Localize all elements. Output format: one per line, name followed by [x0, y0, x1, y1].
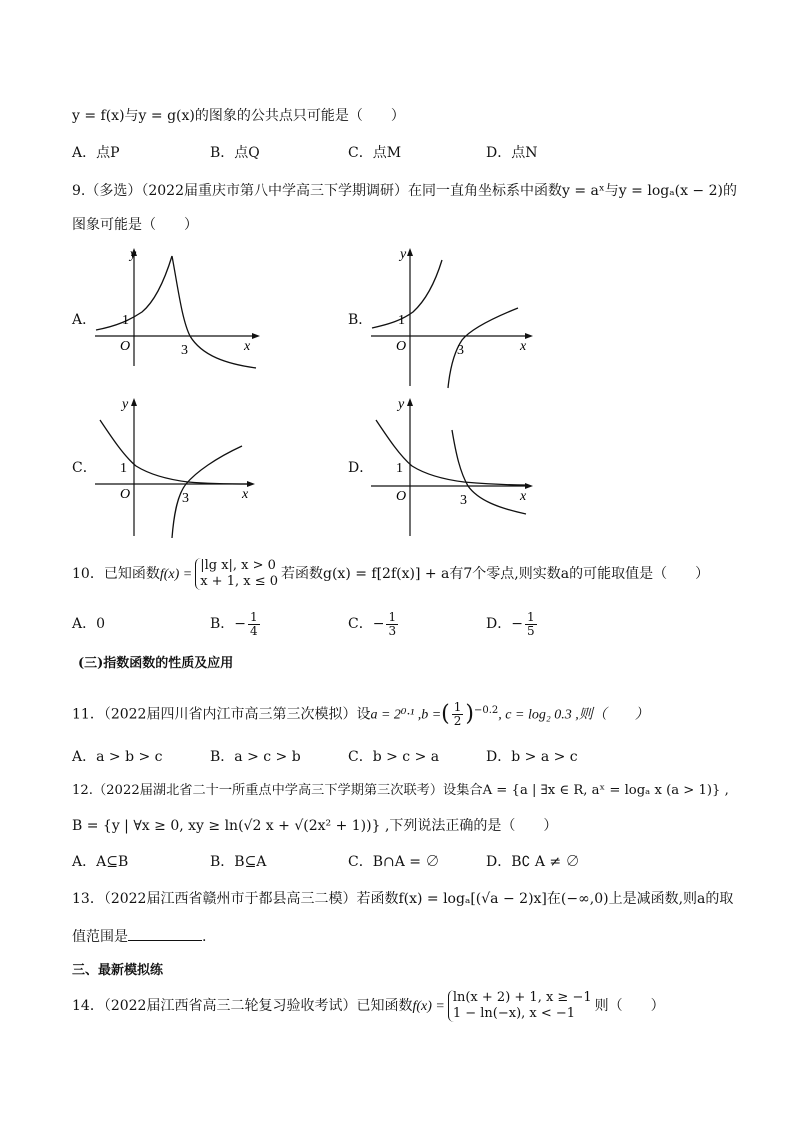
q10-piecewise — [195, 558, 278, 590]
q9-stem-line1: 9.（多选）（2022届重庆市第八中学高三下学期调研）在同一直角坐标系中函数y = aˣ与y = logₐ(x − 2)的 — [72, 183, 737, 199]
q10-option-c: C．− $\frac{1}{3}$ — [348, 609, 397, 638]
section-exponential-heading: (三)指数函数的性质及应用 — [78, 656, 234, 671]
graph-b-y-label: y — [400, 247, 407, 262]
q10-prefix: 10．已知函数 — [72, 566, 160, 582]
q10-case2: x + 1, x ≤ 0 — [200, 574, 278, 589]
graph-d-label: D． — [348, 460, 374, 476]
q12-option-a: A．A⊆B — [72, 854, 129, 870]
graph-c-y-label: y — [122, 397, 129, 412]
q10-suffix: 若函数g(x) = f[2f(x)] + a有7个零点,则实数a的可能取值是（ ） — [281, 566, 710, 582]
q12-option-b: B．B⊆A — [210, 854, 267, 870]
q10-fx: f(x) = — [159, 567, 193, 582]
q13-stem-line1: 13．（2022届江西省赣州市于都县高三二模）若函数f(x) = logₐ[(√a − 2)x]在(−∞,0)上是减函数,则a的取 — [72, 891, 734, 907]
graph-c-one: 1 — [120, 461, 127, 476]
graph-b-x-label: x — [520, 339, 527, 354]
graph-b-three: 3 — [457, 343, 464, 358]
graph-c — [92, 390, 267, 540]
graph-d-origin: O — [396, 489, 407, 504]
q12-option-d: D．B∁ A ≠ ∅ — [486, 854, 580, 870]
q8-stem: y = f(x)与y = g(x)的图象的公共点只可能是（ ） — [72, 108, 405, 124]
q10-option-a: A．0 — [72, 616, 106, 632]
graph-c-three: 3 — [182, 491, 189, 506]
q11-option-b: B．a > c > b — [210, 749, 301, 765]
q12-option-c: C．B∩A = ∅ — [348, 854, 440, 870]
graph-a-three: 3 — [181, 343, 188, 358]
graph-c-x-label: x — [242, 487, 249, 502]
q12-stem-line1: 12.（2022届湖北省二十一所重点中学高三下学期第三次联考）设集合A = {a | ∃x ∈ R, aˣ = logₐ x (a > 1)} , — [72, 783, 729, 798]
q14-piecewise: ln(x + 2) + 1, x ≥ −1 1 − ln(−x), x < −1 — [448, 990, 592, 1022]
q8-option-a: A．点P — [72, 145, 120, 161]
graph-a — [92, 240, 267, 370]
graph-a-label: A． — [72, 312, 97, 328]
graph-d — [368, 390, 543, 540]
q9-stem-line2: 图象可能是（ ） — [72, 217, 198, 233]
graph-a-y-label: y — [130, 247, 137, 262]
q10-option-d: D．− $\frac{1}{5}$ — [486, 609, 535, 638]
graph-b — [368, 240, 543, 390]
q11-option-c: C．b > c > a — [348, 749, 440, 765]
graph-c-label: C． — [72, 460, 97, 476]
graph-b-origin: O — [396, 339, 407, 354]
q14-stem: 14．（2022届江西省高三二轮复习验收考试）已知函数f(x) = ln(x + 2) + 1, x ≥ −1 1 − ln(−x), x < −1 则（ ） — [72, 990, 665, 1021]
graph-d-one: 1 — [396, 461, 403, 476]
q11-option-d: D．b > a > c — [486, 749, 578, 765]
q8-option-c: C．点M — [348, 145, 402, 161]
graph-b-one: 1 — [398, 313, 405, 328]
q8-option-d: D．点N — [486, 145, 538, 161]
q10-stem — [72, 556, 709, 593]
q10-case1: |lg x|, x > 0 — [200, 558, 276, 573]
q8-option-b: B．点Q — [210, 145, 260, 161]
q13-stem-line2: 值范围是 . — [72, 926, 206, 947]
graph-d-y-label: y — [398, 397, 405, 412]
graph-a-origin: O — [120, 339, 131, 354]
section-latest-heading: 三、最新模拟练 — [72, 963, 164, 978]
graph-d-x-label: x — [520, 489, 527, 504]
q13-answer-blank[interactable] — [128, 926, 202, 941]
q11-stem: 11．（2022届四川省内江市高三第三次模拟）设a = 2⁰·¹ ,b =( $\frac{1}{2}$ )$^{-0.2}$, c = log₂ 0.3 ,则（ ） — [72, 700, 649, 729]
q11-option-a: A．a > b > c — [72, 749, 163, 765]
graph-d-three: 3 — [460, 493, 467, 508]
q10-option-b: B．− $\frac{1}{4}$ — [210, 609, 258, 638]
graph-c-origin: O — [120, 487, 131, 502]
graph-a-x-label: x — [244, 339, 251, 354]
graph-a-one: 1 — [122, 313, 129, 328]
q12-stem-line2: B = {y | ∀x ≥ 0, xy ≥ ln(√2 x + √(2x² + 1))} ,下列说法正确的是（ ） — [72, 818, 558, 834]
graph-b-label: B． — [348, 312, 373, 328]
